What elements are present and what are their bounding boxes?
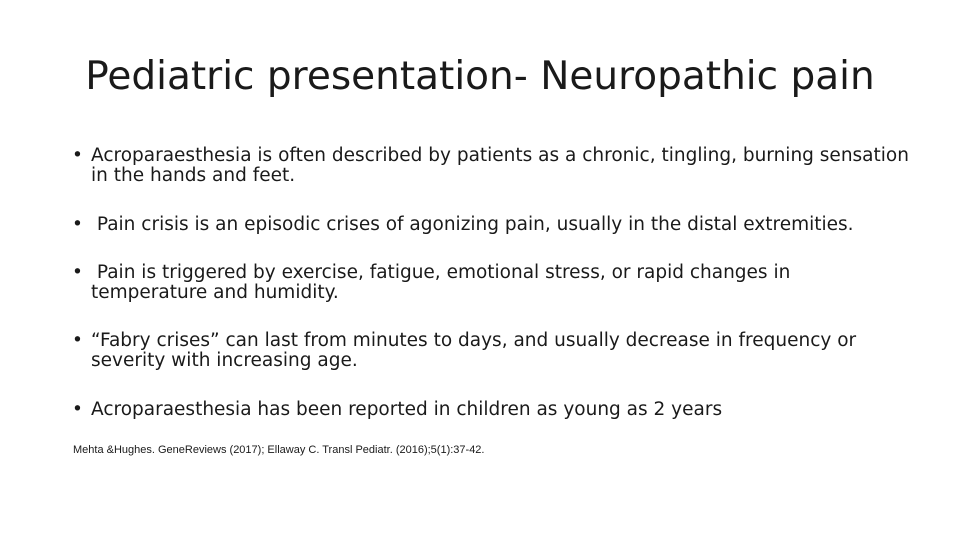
bullet-item [72,215,911,235]
bullet-item [72,400,911,420]
bullet-text: Pain is triggered by exercise, fatigue, emotional stress, or rapid changes in temperature and humidity. [91,262,797,303]
bullet-dot: • [72,145,83,166]
bullet-item [72,146,911,186]
bullet-text: “Fabry crises” can last from minutes to days, and usually decrease in frequency or severity with increasing age. [91,330,857,371]
bullet-text: Pain crisis is an episodic crises of agonizing pain, usually in the distal extremities. [91,214,854,235]
bullet-item [72,263,851,303]
bullet-text: Acroparaesthesia has been reported in children as young as 2 years [91,399,723,420]
bullet-dot: • [72,262,83,283]
bullet-item [72,331,921,371]
bullet-dot: • [72,330,83,351]
slide-title: Pediatric presentation- Neuropathic pain [85,54,875,99]
bullet-dot: • [72,399,83,420]
bullet-dot: • [72,214,83,235]
citation: Mehta &Hughes. GeneReviews (2017); Ellaway C. Transl Pediatr. (2016);5(1):37-42. [73,444,485,456]
bullet-text: Acroparaesthesia is often described by patients as a chronic, tingling, burning sensation in the hands and feet. [91,145,909,186]
